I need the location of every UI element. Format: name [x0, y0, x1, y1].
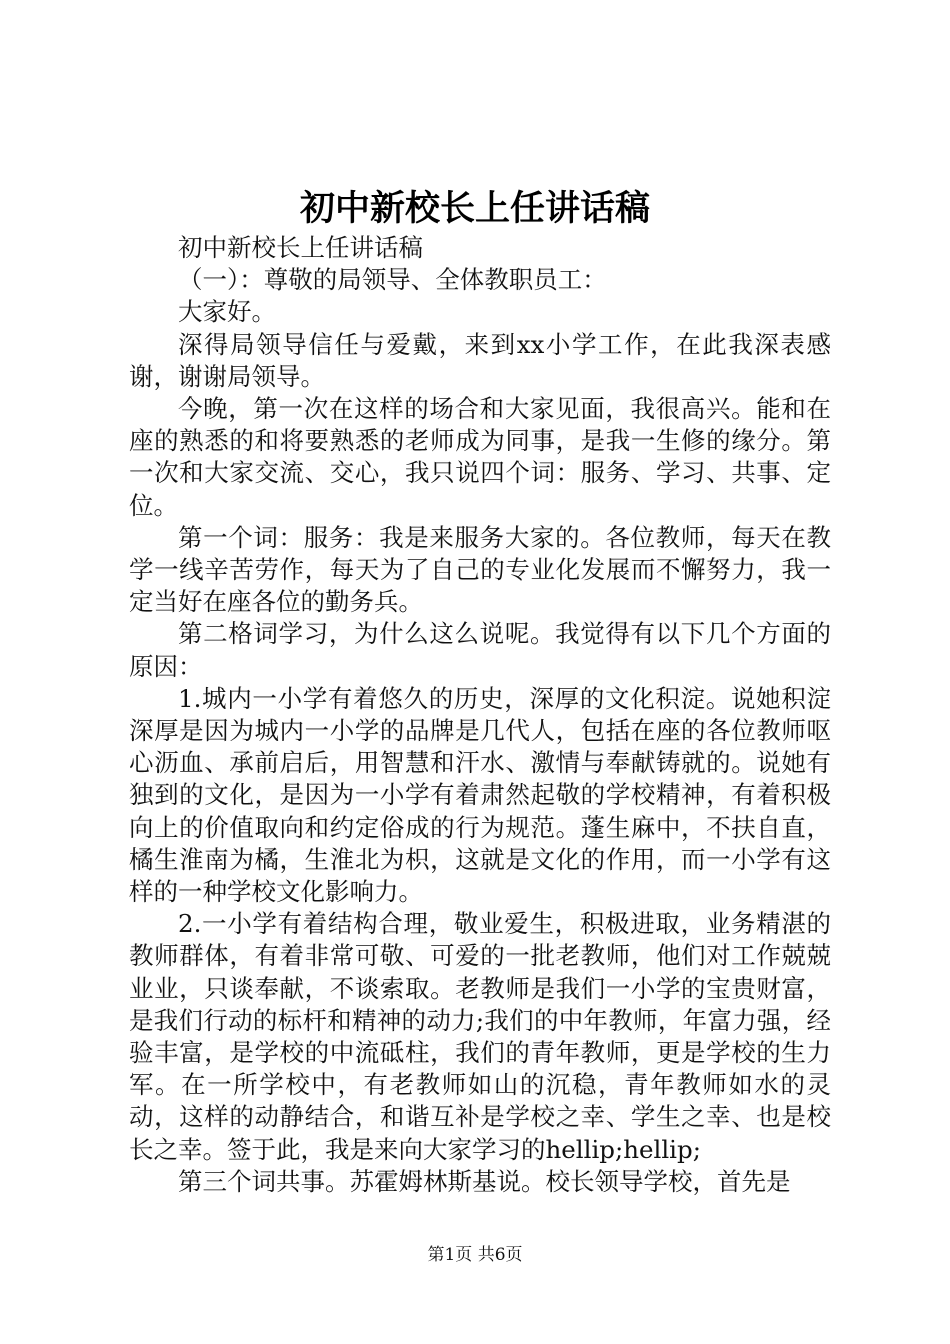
paragraph: （一）：尊敬的局领导、全体教职员工： — [178, 265, 607, 295]
paragraph: 第三个词共事。苏霍姆林斯基说。校长领导学校，首先是 — [178, 1166, 791, 1196]
paragraph: 今晚，第一次在这样的场合和大家见面，我很高兴。能和在座的熟悉的和将要熟悉的老师成为同事，是我一生修的缘分。第一次和大家交流、交心，我只说四个词：服务、学习、共事、定位。 — [129, 394, 831, 520]
document-title: 初中新校长上任讲话稿 — [299, 188, 650, 229]
paragraph: 2.一小学有着结构合理，敬业爱生，积极进取，业务精湛的教师群体，有着非常可敬、可爱的一批老教师，他们对工作兢兢业业，只谈奉献，不谈索取。老教师是我们一小学的宝贵财富，是我们行动的标杆和精神的动力;我们的中年教师，年富力强，经验丰富，是学校的中流砥柱，我们的青年教师，更是学校的生力军。在一所学校中，有老教师如山的沉稳，青年教师如水的灵动，这样的动静结合，和谐互补是学校之幸、学生之幸、也是校长之幸。签于此，我是来向大家学习的hellip;hellip; — [129, 909, 831, 1164]
paragraph: 大家好。 — [178, 297, 276, 327]
document-body — [129, 232, 831, 1198]
paragraph: 第一个词：服务：我是来服务大家的。各位教师，每天在教学一线辛苦劳作，每天为了自己的专业化发展而不懈努力，我一定当好在座各位的勤务兵。 — [129, 522, 831, 617]
paragraph: 第二格词学习，为什么这么说呢。我觉得有以下几个方面的原因： — [129, 619, 831, 681]
paragraph: 1.城内一小学有着悠久的历史，深厚的文化积淀。说她积淀深厚是因为城内一小学的品牌是几代人，包括在座的各位教师呕心沥血、承前启后，用智慧和汗水、激情与奉献铸就的。说她有独到的文化，是因为一小学有着肃然起敬的学校精神，有着积极向上的价值取向和约定俗成的行为规范。蓬生麻中，不扶自直，橘生淮南为橘，生淮北为枳，这就是文化的作用，而一小学有这样的一种学校文化影响力。 — [129, 683, 831, 907]
paragraph: 初中新校长上任讲话稿 — [178, 233, 423, 262]
paragraph: 深得局领导信任与爱戴，来到xx小学工作，在此我深表感谢，谢谢局领导。 — [129, 329, 831, 391]
page-number-footer: 第1页 共6页 — [427, 1245, 523, 1265]
